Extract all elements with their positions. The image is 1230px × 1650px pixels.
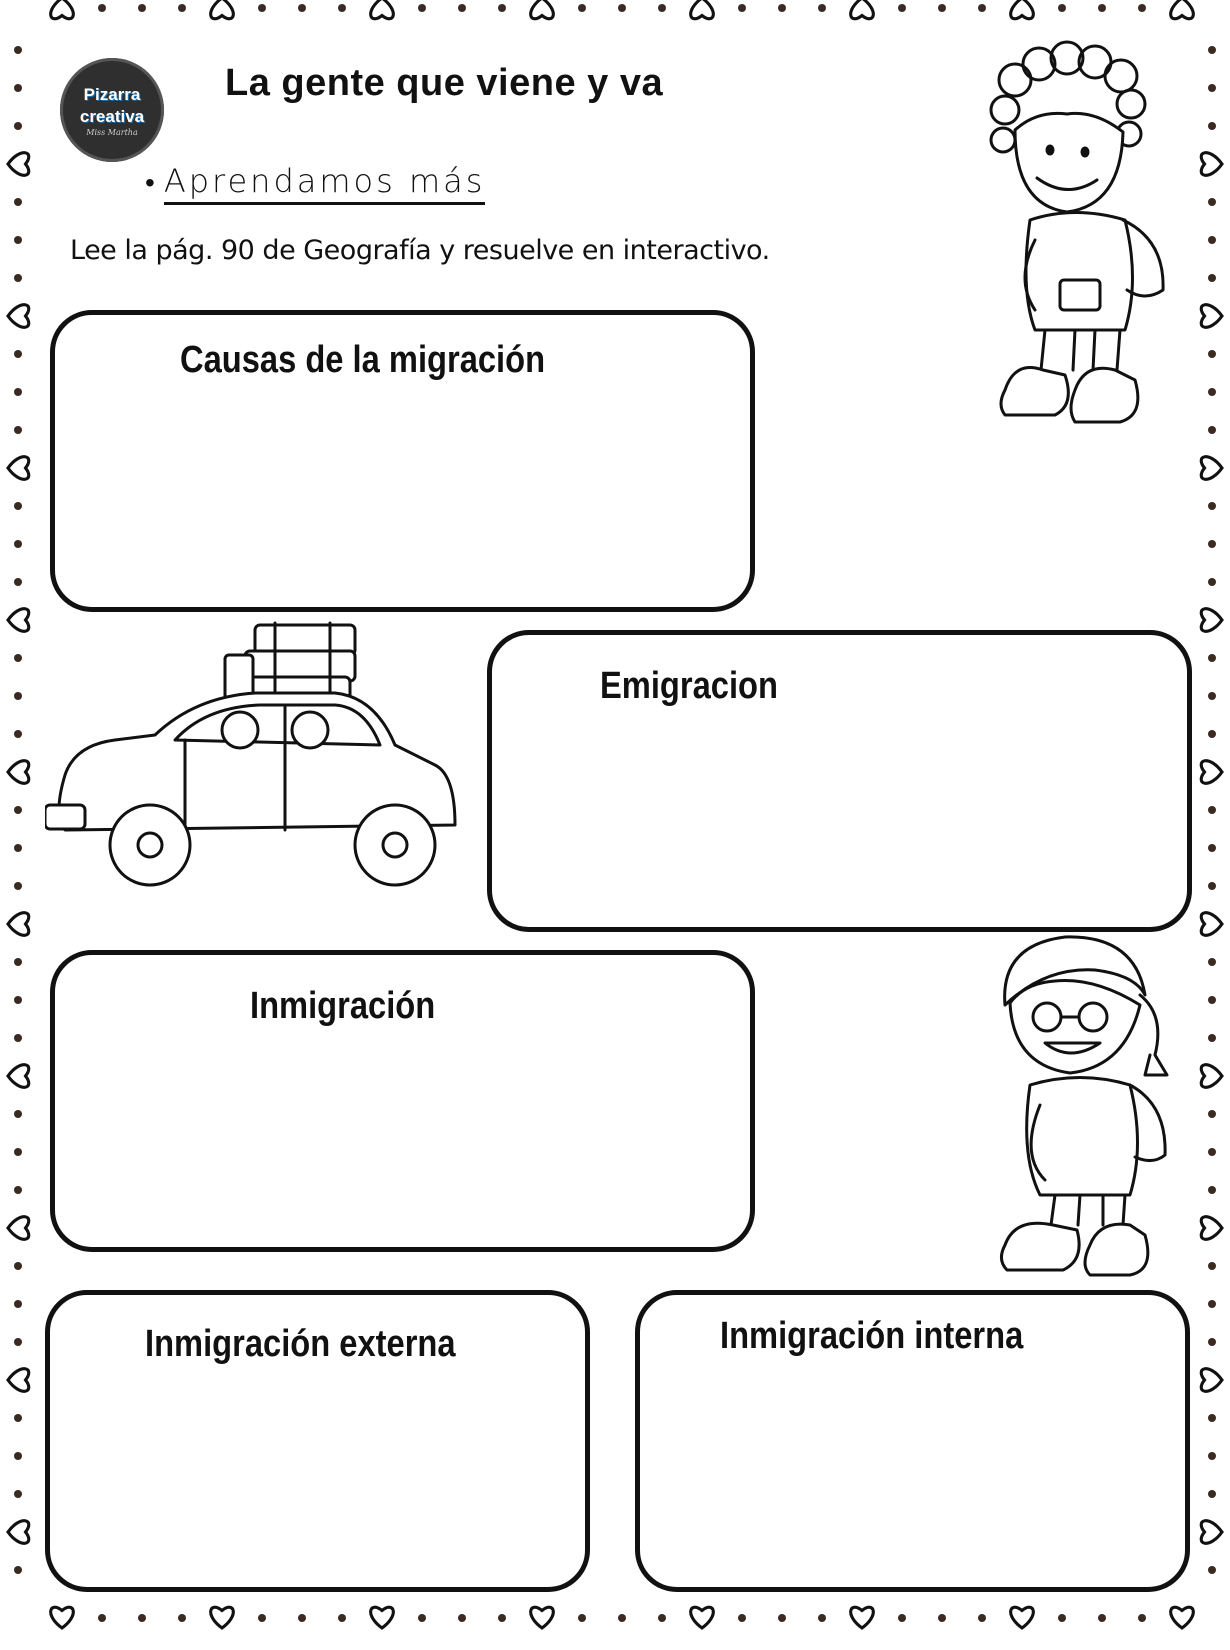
border-dot: [1208, 198, 1216, 206]
border-dot: [14, 1338, 22, 1346]
border-dot: [938, 1614, 946, 1622]
border-heart-icon: [211, 1607, 234, 1628]
border-dot: [14, 1148, 22, 1156]
border-dot: [1138, 4, 1146, 12]
border-dot: [14, 388, 22, 396]
border-dot: [458, 1614, 466, 1622]
girl-backpack-icon: [985, 925, 1185, 1290]
border-dot: [258, 4, 266, 12]
border-dot: [1208, 426, 1216, 434]
border-dot: [418, 4, 426, 12]
border-heart-icon: [1201, 153, 1222, 176]
border-dot: [578, 1614, 586, 1622]
border-dot: [14, 1034, 22, 1042]
border-heart-icon: [1171, 0, 1194, 19]
border-dot: [14, 996, 22, 1004]
border-dot: [818, 4, 826, 12]
instruction-text: Lee la pág. 90 de Geografía y resuelve en interactivo.: [70, 235, 770, 266]
box-title-causas: Causas de la migración: [180, 339, 546, 381]
border-heart-icon: [1201, 457, 1222, 480]
border-dot: [1208, 1414, 1216, 1422]
border-dot: [898, 4, 906, 12]
border-dot: [778, 1614, 786, 1622]
border-dot: [1208, 1262, 1216, 1270]
box-inmigracion-interna[interactable]: [635, 1290, 1190, 1592]
border-dot: [738, 1614, 746, 1622]
border-heart-icon: [1201, 761, 1222, 784]
border-dot: [14, 1186, 22, 1194]
border-dot: [14, 122, 22, 130]
border-dot: [1208, 1490, 1216, 1498]
border-dot: [578, 4, 586, 12]
border-dot: [14, 844, 22, 852]
page-title: La gente que viene y va: [225, 62, 664, 104]
border-heart-icon: [8, 1217, 29, 1240]
border-dot: [1208, 578, 1216, 586]
logo-signature: Miss Martha: [86, 127, 138, 137]
border-dot: [978, 4, 986, 12]
pizarra-creativa-logo: [60, 58, 164, 162]
border-dot: [98, 1614, 106, 1622]
border-dot: [1208, 46, 1216, 54]
border-dot: [1208, 996, 1216, 1004]
border-heart-icon: [1201, 1369, 1222, 1392]
border-heart-icon: [1201, 609, 1222, 632]
border-heart-icon: [8, 913, 29, 936]
border-heart-icon: [1011, 0, 1034, 19]
border-dot: [14, 806, 22, 814]
box-causas-migracion[interactable]: [50, 310, 755, 612]
border-dot: [898, 1614, 906, 1622]
box-inmigracion-externa[interactable]: [45, 1290, 590, 1592]
border-dot: [298, 4, 306, 12]
border-dot: [1208, 844, 1216, 852]
border-dot: [14, 46, 22, 54]
subtitle-text: Aprendamos más: [164, 162, 486, 205]
border-heart-icon: [691, 0, 714, 19]
border-dot: [298, 1614, 306, 1622]
border-dot: [98, 4, 106, 12]
border-dot: [14, 1566, 22, 1574]
border-heart-icon: [8, 153, 29, 176]
border-dot: [418, 1614, 426, 1622]
bullet-icon: •: [145, 166, 158, 199]
border-dot: [1098, 4, 1106, 12]
border-heart-icon: [691, 1607, 714, 1628]
box-title-inmigracion-interna: Inmigración interna: [720, 1315, 1024, 1357]
border-dot: [14, 1110, 22, 1118]
car-with-luggage-icon: [45, 615, 485, 935]
border-heart-icon: [851, 0, 874, 19]
logo-line2: creativa: [79, 106, 145, 126]
border-dot: [14, 350, 22, 358]
border-heart-icon: [8, 609, 29, 632]
border-dot: [258, 1614, 266, 1622]
border-dot: [1208, 1566, 1216, 1574]
border-dot: [1208, 1034, 1216, 1042]
border-dot: [1208, 692, 1216, 700]
border-dot: [14, 198, 22, 206]
border-heart-icon: [51, 0, 74, 19]
border-dot: [178, 4, 186, 12]
border-dot: [1208, 350, 1216, 358]
border-dot: [14, 882, 22, 890]
border-dot: [1208, 540, 1216, 548]
border-dot: [1208, 1338, 1216, 1346]
border-dot: [14, 578, 22, 586]
border-dot: [1208, 388, 1216, 396]
border-dot: [498, 4, 506, 12]
logo-line1: Pizarra: [83, 84, 141, 104]
border-dot: [14, 692, 22, 700]
border-heart-icon: [211, 0, 234, 19]
border-dot: [1208, 84, 1216, 92]
border-heart-icon: [1201, 1521, 1222, 1544]
border-dot: [658, 1614, 666, 1622]
border-dot: [618, 4, 626, 12]
border-dot: [1208, 274, 1216, 282]
border-dot: [1208, 958, 1216, 966]
box-title-emigracion: Emigracion: [600, 665, 778, 707]
border-heart-icon: [1011, 1607, 1034, 1628]
border-heart-icon: [1201, 1065, 1222, 1088]
border-dot: [1208, 502, 1216, 510]
border-dot: [1098, 1614, 1106, 1622]
border-dot: [658, 4, 666, 12]
border-heart-icon: [8, 457, 29, 480]
border-dot: [1058, 4, 1066, 12]
border-dot: [178, 1614, 186, 1622]
box-title-inmigracion: Inmigración: [250, 985, 436, 1027]
border-dot: [1138, 1614, 1146, 1622]
border-heart-icon: [8, 1521, 29, 1544]
border-dot: [14, 730, 22, 738]
border-dot: [1058, 1614, 1066, 1622]
box-inmigracion[interactable]: [50, 950, 755, 1252]
border-heart-icon: [531, 0, 554, 19]
border-dot: [1208, 882, 1216, 890]
border-dot: [14, 654, 22, 662]
border-dot: [338, 1614, 346, 1622]
border-heart-icon: [531, 1607, 554, 1628]
border-dot: [498, 1614, 506, 1622]
border-heart-icon: [1171, 1607, 1194, 1628]
border-dot: [14, 540, 22, 548]
border-dot: [818, 1614, 826, 1622]
border-dot: [978, 1614, 986, 1622]
border-dot: [1208, 1148, 1216, 1156]
border-heart-icon: [371, 1607, 394, 1628]
boy-backpack-icon: [975, 40, 1175, 450]
border-heart-icon: [8, 305, 29, 328]
border-heart-icon: [8, 1369, 29, 1392]
box-title-inmigracion-externa: Inmigración externa: [145, 1323, 456, 1365]
section-subtitle: [145, 162, 485, 200]
border-dot: [138, 1614, 146, 1622]
border-heart-icon: [371, 0, 394, 19]
border-dot: [1208, 1452, 1216, 1460]
border-dot: [14, 236, 22, 244]
border-dot: [14, 1300, 22, 1308]
border-dot: [14, 426, 22, 434]
border-dot: [14, 1490, 22, 1498]
border-dot: [1208, 1110, 1216, 1118]
border-heart-icon: [1201, 913, 1222, 936]
border-heart-icon: [1201, 305, 1222, 328]
border-dot: [338, 4, 346, 12]
border-dot: [618, 1614, 626, 1622]
border-dot: [1208, 122, 1216, 130]
border-dot: [14, 1414, 22, 1422]
border-heart-icon: [851, 1607, 874, 1628]
border-dot: [1208, 730, 1216, 738]
border-dot: [138, 4, 146, 12]
border-dot: [14, 1262, 22, 1270]
border-heart-icon: [8, 761, 29, 784]
border-dot: [738, 4, 746, 12]
border-dot: [1208, 236, 1216, 244]
border-heart-icon: [51, 1607, 74, 1628]
border-dot: [458, 4, 466, 12]
border-dot: [938, 4, 946, 12]
border-dot: [1208, 806, 1216, 814]
border-heart-icon: [8, 1065, 29, 1088]
border-dot: [14, 502, 22, 510]
box-emigracion[interactable]: [487, 630, 1192, 932]
border-dot: [778, 4, 786, 12]
border-heart-icon: [1201, 1217, 1222, 1240]
border-dot: [1208, 1186, 1216, 1194]
border-dot: [14, 1452, 22, 1460]
border-dot: [1208, 1300, 1216, 1308]
border-dot: [14, 84, 22, 92]
border-dot: [14, 274, 22, 282]
border-dot: [1208, 654, 1216, 662]
border-dot: [14, 958, 22, 966]
